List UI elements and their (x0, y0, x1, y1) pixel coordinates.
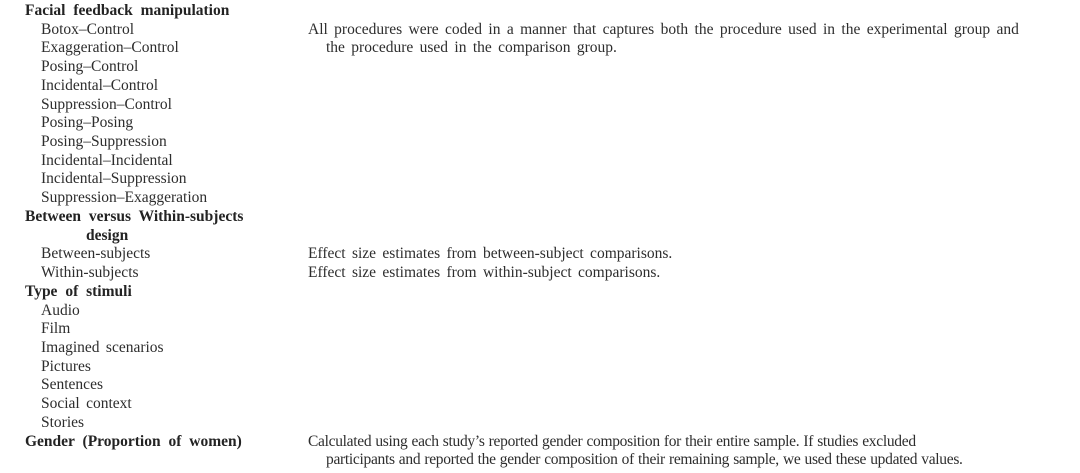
table-row (0, 358, 1080, 377)
table-row (0, 114, 1080, 133)
category-item-label: Incidental–Control (41, 76, 159, 94)
category-item-label: Pictures (41, 357, 91, 375)
table-row (0, 208, 1080, 227)
category-header: Gender (Proportion of women) (25, 432, 242, 450)
table-row (0, 39, 1080, 58)
table-body (0, 2, 1080, 470)
category-item-label: Suppression–Control (41, 95, 172, 113)
category-header: Facial feedback manipulation (25, 2, 230, 19)
table-row (0, 264, 1080, 283)
description-line: Calculated using each study’s reported gender composition for their entire sample. If studies excluded (308, 432, 916, 450)
description-line: Effect size estimates from within-subject comparisons. (308, 264, 661, 282)
description-line: All procedures were coded in a manner that captures both the procedure used in the experimental group and (308, 20, 1019, 38)
category-header: Between versus Within-subjects (25, 207, 244, 225)
table-row (0, 283, 1080, 302)
table-row (0, 245, 1080, 264)
category-header-continuation: design (86, 226, 129, 244)
table-row (0, 320, 1080, 339)
description-line: the procedure used in the comparison group. (326, 39, 617, 57)
table-row (0, 433, 1080, 452)
category-item-label: Within-subjects (41, 264, 139, 282)
table-row (0, 2, 1080, 21)
table-row (0, 96, 1080, 115)
table-row (0, 152, 1080, 171)
category-item-label: Stories (41, 413, 85, 431)
category-item-label: Audio (41, 301, 80, 319)
category-item-label: Posing–Suppression (41, 133, 167, 151)
category-item-label: Incidental–Incidental (41, 151, 173, 169)
table-row (0, 21, 1080, 40)
description-line: participants and reported the gender composition of their remaining sample, we used these updated values. (326, 451, 963, 469)
category-header: Type of stimuli (25, 282, 132, 300)
category-item-label: Incidental–Suppression (41, 170, 187, 188)
category-item-label: Between-subjects (41, 245, 151, 263)
table-row (0, 451, 1080, 470)
table-row (0, 133, 1080, 152)
table-row (0, 227, 1080, 246)
category-item-label: Exaggeration–Control (41, 39, 179, 57)
category-item-label: Posing–Posing (41, 114, 134, 132)
category-item-label: Posing–Control (41, 58, 139, 76)
description-line: Effect size estimates from between-subject comparisons. (308, 245, 673, 263)
category-item-label: Botox–Control (41, 20, 135, 38)
table-row (0, 77, 1080, 96)
table-row (0, 376, 1080, 395)
table-row (0, 339, 1080, 358)
category-item-label: Social context (41, 395, 132, 413)
table-row (0, 302, 1080, 321)
table-row (0, 189, 1080, 208)
table-row (0, 395, 1080, 414)
table-row (0, 170, 1080, 189)
category-item-label: Suppression–Exaggeration (41, 189, 208, 207)
category-item-label: Sentences (41, 376, 103, 394)
table-row (0, 58, 1080, 77)
category-item-label: Film (41, 320, 71, 338)
table-row (0, 414, 1080, 433)
category-item-label: Imagined scenarios (41, 338, 164, 356)
